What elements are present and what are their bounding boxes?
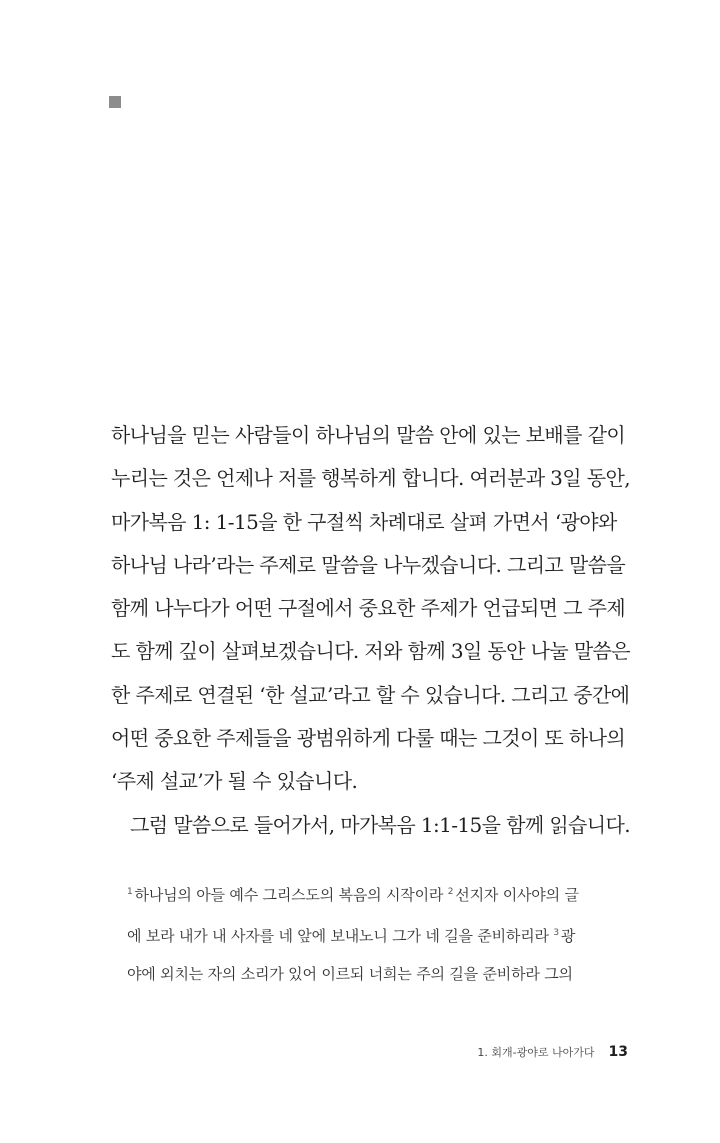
verse-number: 3: [553, 928, 559, 938]
verse-text: 하나님의 아들 예수 그리스도의 복음의 시작이라: [134, 886, 448, 904]
scripture-line: [127, 914, 622, 955]
body-line: 도 함께 깊이 살펴보겠습니다. 저와 함께 3일 동안 나눌 말씀은: [111, 639, 630, 664]
chapter-title: 1. 회개-광야로 나아가다: [477, 1046, 595, 1059]
verse-text: 광: [560, 927, 576, 945]
body-line: 한 주제로 연결된 ‘한 설교’라고 할 수 있습니다. 그리고 중간에: [111, 682, 630, 707]
body-line: 그럼 말씀으로 들어가서, 마가복음 1:1-15을 함께 읽습니다.: [130, 812, 630, 837]
verse-text: 선지자 이사야의 글: [455, 886, 579, 904]
scripture-line: [127, 955, 622, 993]
body-line: 하나님 나라’라는 주제로 말씀을 나누겠습니다. 그리고 말씀을: [111, 552, 626, 577]
page-footer: [477, 1044, 628, 1060]
verse-number: 1: [127, 887, 133, 897]
verse-text: 야에 외치는 자의 소리가 있어 이르되 너희는 주의 길을 준비하라 그의: [127, 965, 573, 983]
verse-number: 2: [447, 887, 454, 897]
scripture-quote: [127, 873, 622, 993]
body-line: 마가복음 1: 1-15을 한 구절씩 차례대로 살펴 가면서 ‘광야와: [111, 509, 617, 534]
body-line: 함께 나누다가 어떤 구절에서 중요한 주제가 언급되면 그 주제: [111, 596, 626, 621]
body-line: ‘주제 설교’가 될 수 있습니다.: [111, 769, 358, 794]
verse-text: 에 보라 내가 내 사자를 네 앞에 보내노니 그가 네 길을 준비하리라: [127, 927, 554, 945]
body-paragraph: [111, 414, 631, 847]
section-marker: [109, 96, 121, 108]
body-line: 누리는 것은 언제나 저를 행복하게 합니다. 여러분과 3일 동안,: [111, 466, 630, 491]
body-line: 하나님을 믿는 사람들이 하나님의 말씀 안에 있는 보배를 같이: [111, 423, 626, 447]
body-line: 어떤 중요한 주제들을 광범위하게 다룰 때는 그것이 또 하나의: [111, 726, 626, 751]
page-number: 13: [608, 1044, 628, 1060]
scripture-line: [127, 873, 622, 914]
